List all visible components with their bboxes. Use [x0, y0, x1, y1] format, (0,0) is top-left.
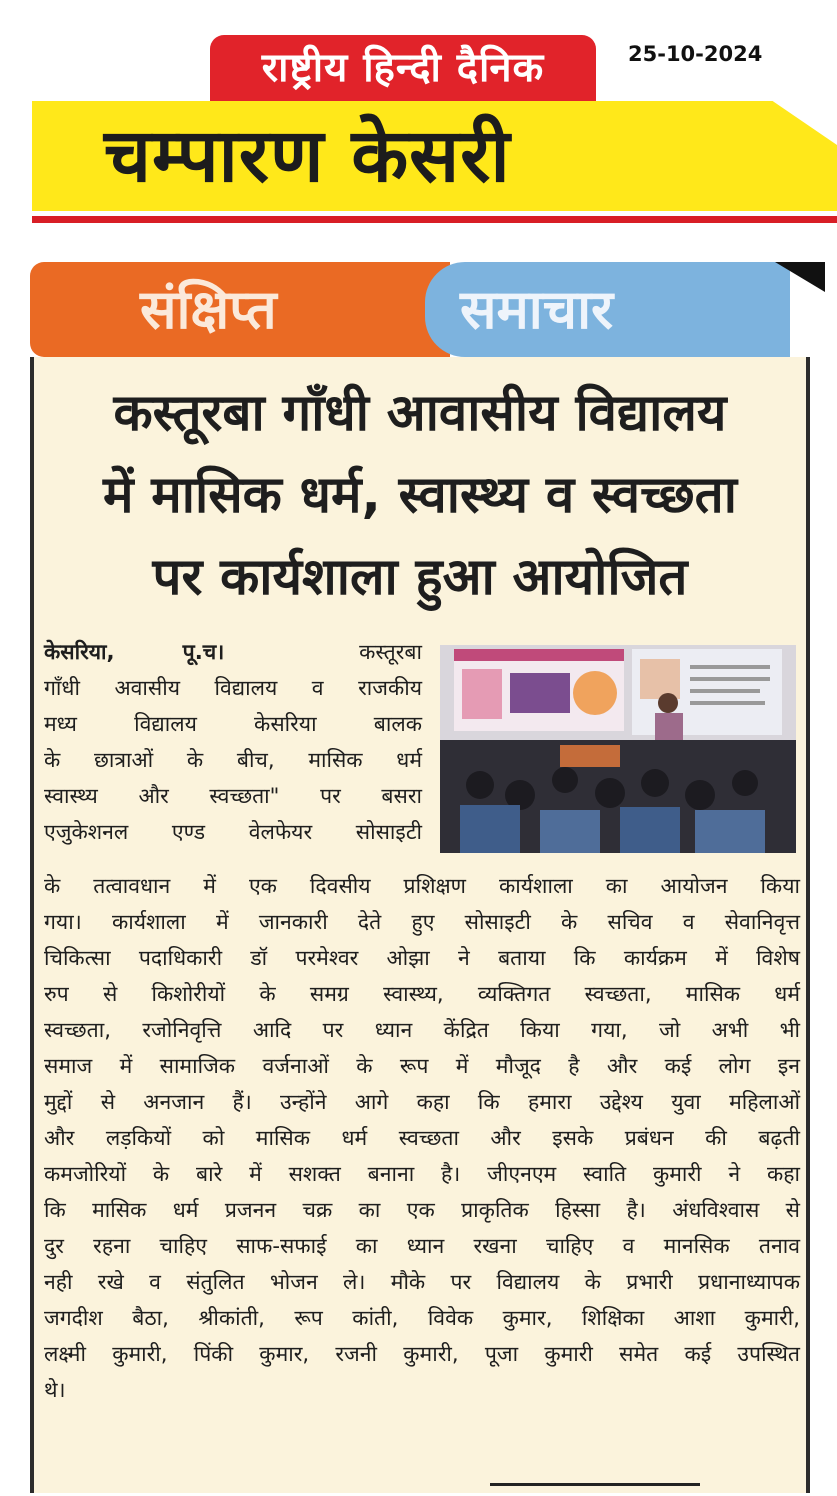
article-line: थे। [44, 1377, 66, 1402]
article-line: लक्ष्मी कुमारी, पिंकी कुमार, रजनी कुमारी, पूजा कुमारी समेत कई उपस्थित [44, 1341, 800, 1366]
article-line: के छात्राओं के बीच, मासिक धर्म [44, 747, 422, 772]
banner-label-left: संक्षिप्त [140, 278, 277, 341]
article-headline [30, 373, 810, 619]
banner-corner-fold [775, 262, 825, 292]
article-line: और लड़कियों को मासिक धर्म स्वच्छता और इसके प्रबंधन की बढ़ती [44, 1125, 800, 1150]
article-line: एजुकेशनल एण्ड वेलफेयर सोसाइटी [44, 819, 422, 844]
article-line: रुप से किशोरीयों के समग्र स्वास्थ्य, व्यक्तिगत स्वच्छता, मासिक धर्म [44, 981, 800, 1006]
headline-line: कस्तूरबा गाँधी आवासीय विद्यालय [113, 384, 727, 443]
article-line: नही रखे व संतुलित भोजन ले। मौके पर विद्यालय के प्रभारी प्रधानाध्यापक [44, 1269, 800, 1294]
article-line: स्वास्थ्य और स्वच्छता" पर बसरा [44, 783, 422, 808]
article-column [44, 634, 422, 850]
article-dateline: केसरिया, पू.च। [44, 639, 225, 664]
article-line: मध्य विद्यालय केसरिया बालक [44, 711, 422, 736]
publication-date: 25-10-2024 [628, 42, 763, 66]
workshop-photo-illustration [440, 645, 796, 853]
article-line: मुद्दों से अनजान हैं। उन्होंने आगे कहा कि हमारा उद्देश्य युवा महिलाओं [44, 1089, 800, 1114]
article-photo [440, 645, 796, 853]
headline-line: में मासिक धर्म, स्वास्थ्य व स्वच्छता [103, 466, 737, 525]
article-line: स्वच्छता, रजोनिवृत्ति आदि पर ध्यान केंद्रित किया गया, जो अभी भी [44, 1017, 800, 1042]
article-text: कस्तूरबा [359, 639, 422, 664]
banner-label-right: समाचार [460, 278, 614, 341]
article-line: गया। कार्यशाला में जानकारी देते हुए सोसाइटी के सचिव व सेवानिवृत्त [44, 909, 800, 934]
article-line: के तत्वावधान में एक दिवसीय प्रशिक्षण कार्यशाला का आयोजन किया [44, 873, 800, 898]
article-line: जगदीश बैठा, श्रीकांती, रूप कांती, विवेक कुमार, शिक्षिका आशा कुमारी, [44, 1305, 800, 1330]
newspaper-title: चम्पारण केसरी [104, 113, 511, 199]
article-line: चिकित्सा पदाधिकारी डॉ परमेश्वर ओझा ने बताया कि कार्यक्रम में विशेष [44, 945, 800, 970]
newspaper-tagline: राष्ट्रीय हिन्दी दैनिक [210, 35, 596, 101]
headline-line: पर कार्यशाला हुआ आयोजित [152, 548, 688, 607]
article-line: दुर रहना चाहिए साफ-सफाई का ध्यान रखना चाहिए व मानसिक तनाव [44, 1233, 800, 1258]
article-line [44, 634, 422, 670]
next-article-edge [490, 1483, 700, 1496]
article-line: गाँधी अवासीय विद्यालय व राजकीय [44, 675, 422, 700]
article-body [44, 868, 800, 1408]
article-line: कमजोरियों के बारे में सशक्त बनाना है। जीएनएम स्वाति कुमारी ने कहा [44, 1161, 800, 1186]
article-line: कि मासिक धर्म प्रजनन चक्र का एक प्राकृतिक हिस्सा है। अंधविश्वास से [44, 1197, 800, 1222]
section-banner [30, 262, 810, 357]
masthead-divider [32, 216, 837, 223]
article-line: समाज में सामाजिक वर्जनाओं के रूप में मौजूद है और कई लोग इन [44, 1053, 800, 1078]
